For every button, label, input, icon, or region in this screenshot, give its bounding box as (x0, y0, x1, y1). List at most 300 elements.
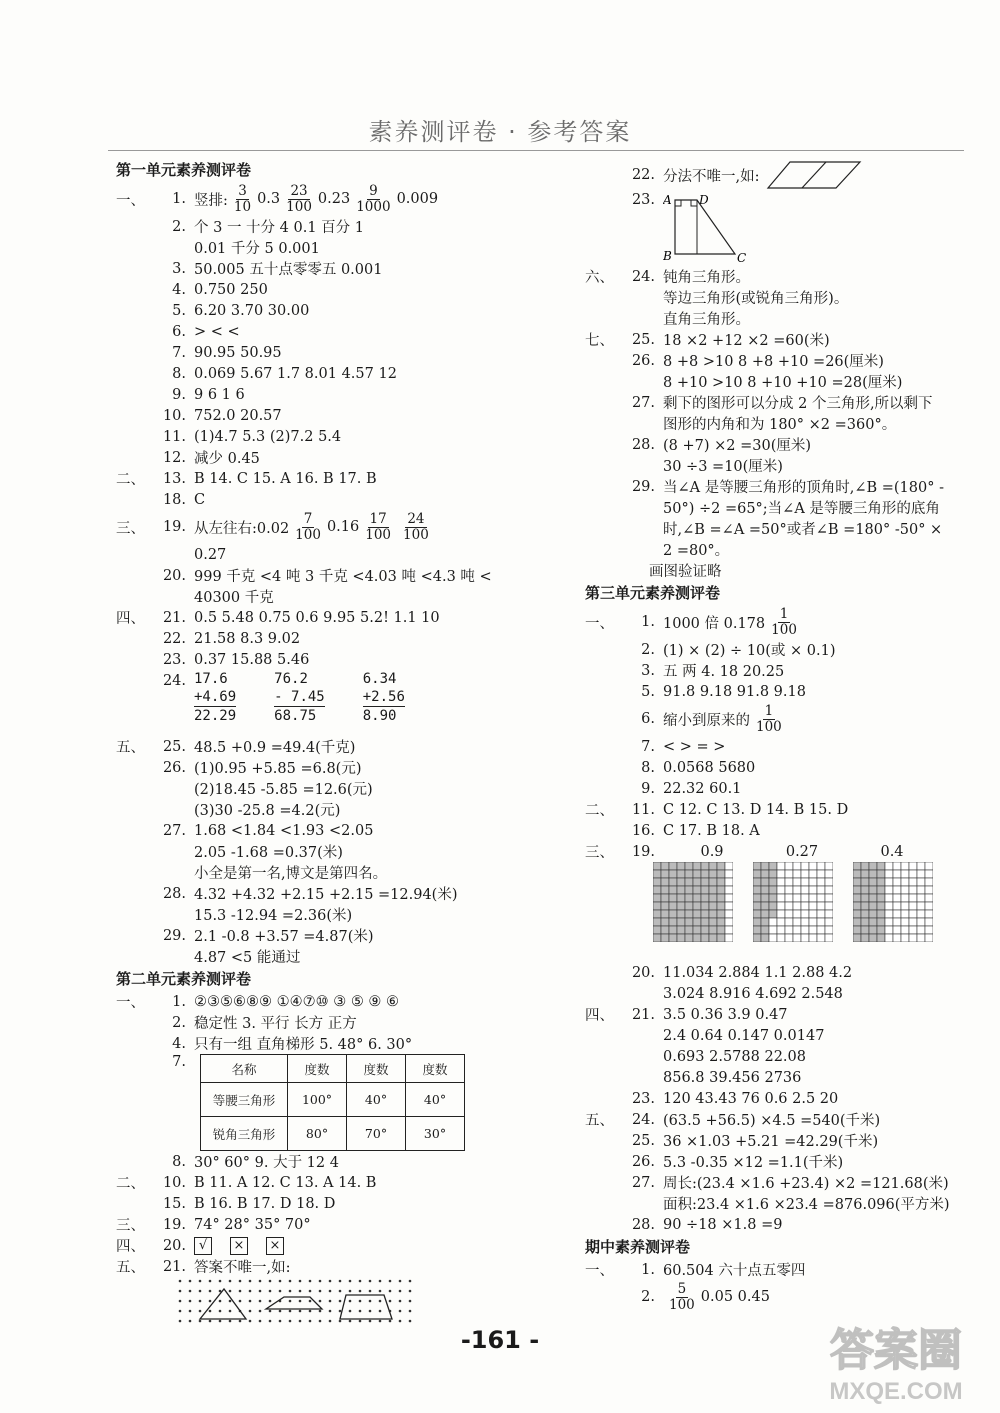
grid-cell (817, 926, 825, 934)
grid-cell-shaded (753, 934, 761, 942)
grid-cell (725, 902, 733, 910)
grid-cell-shaded (709, 902, 717, 910)
grid-dot (189, 1300, 192, 1303)
answer-row: 四、 21. 0.5 5.48 0.75 0.6 9.95 5.2! 1.1 10 (116, 609, 440, 627)
grid-cell (785, 862, 793, 870)
grid-cell (917, 870, 925, 878)
answer-row: 6. 缩小到原来的 $\frac{1}{100}$ (641, 702, 782, 735)
grid-dot (189, 1290, 192, 1293)
grid-cell-shaded (669, 870, 677, 878)
grid-cell-shaded (693, 894, 701, 902)
grid-dot (199, 1310, 202, 1313)
grid-cell (925, 934, 933, 942)
grid-cell-shaded (861, 902, 869, 910)
answer-row: 等边三角形(或锐角三角形)。 (663, 291, 849, 307)
grid-dot (329, 1290, 332, 1293)
grid-dot (399, 1310, 402, 1313)
grid-cell (901, 910, 909, 918)
grid-cell (893, 910, 901, 918)
grid-dot (379, 1300, 382, 1303)
grid-cell-shaded (677, 918, 685, 926)
grid-cell-shaded (717, 886, 725, 894)
grid-cell-shaded (661, 862, 669, 870)
grid-dot (209, 1320, 212, 1323)
grid-cell-shaded (677, 926, 685, 934)
answer-row: 27. 剩下的图形可以分成 2 个三角形,所以剩下 (631, 394, 933, 412)
grid-cell (909, 926, 917, 934)
grid-cell-shaded (877, 910, 885, 918)
grid-cell (925, 910, 933, 918)
answer-row: 20. 11.034 2.884 1.1 2.88 4.2 (631, 964, 853, 981)
grid-cell (893, 934, 901, 942)
answer-row: 2 =80°。 (663, 543, 730, 559)
grid-cell (893, 862, 901, 870)
grid-cell-shaded (669, 926, 677, 934)
grid-dot (389, 1300, 392, 1303)
grid-cell-shaded (769, 902, 777, 910)
grid-cell (885, 894, 893, 902)
grid-cell-shaded (717, 870, 725, 878)
grid-cell-shaded (853, 934, 861, 942)
answer-row: 28. 4.32 +4.32 +2.15 +2.15 =12.94(米) (162, 885, 458, 903)
answer-row: 七、 25. 18 ×2 +12 ×2 =60(米) (585, 331, 830, 349)
grid-cell-shaded (761, 886, 769, 894)
grid-cell-shaded (677, 886, 685, 894)
grid-cell-shaded (653, 902, 661, 910)
grid-cell (785, 918, 793, 926)
grid-dot (249, 1310, 252, 1313)
grid-cell-shaded (677, 878, 685, 886)
grid-cell-shaded (869, 918, 877, 926)
grid-cell (917, 894, 925, 902)
grid-dot (249, 1320, 252, 1323)
grid-cell (925, 926, 933, 934)
grid-cell (785, 910, 793, 918)
grid-cell-shaded (693, 910, 701, 918)
grid-cell-shaded (669, 878, 677, 886)
fraction: $\frac{5}{100}$ (669, 1280, 695, 1313)
grid-cell (901, 878, 909, 886)
grid-cell (801, 918, 809, 926)
grid-dot (379, 1320, 382, 1323)
grid-dot (179, 1320, 182, 1323)
grid-cell (925, 918, 933, 926)
grid-cell-shaded (701, 926, 709, 934)
grid-dot (339, 1320, 342, 1323)
grid-dot (299, 1290, 302, 1293)
answer-row: 5. 91.8 9.18 91.8 9.18 (641, 683, 806, 700)
grid-cell (801, 902, 809, 910)
grid-cell-shaded (661, 894, 669, 902)
grid-cell (777, 862, 785, 870)
unit2-title: 第二单元素养测评卷 (116, 970, 252, 988)
grid-cell (777, 902, 785, 910)
grid-cell-shaded (653, 886, 661, 894)
fraction: $\frac{24}{100}$ (403, 510, 429, 543)
grid-dot (209, 1280, 212, 1283)
grid-cell-shaded (753, 878, 761, 886)
grid-cell-shaded (693, 878, 701, 886)
grid-dot (329, 1310, 332, 1313)
grid-cell-shaded (685, 910, 693, 918)
grid-cell (817, 870, 825, 878)
grid-cell-shaded (693, 862, 701, 870)
grid-cell (909, 878, 917, 886)
grid-cell (909, 934, 917, 942)
grid-cell (901, 934, 909, 942)
grid-cell (809, 910, 817, 918)
grid-cell-shaded (677, 934, 685, 942)
grid-cell (777, 870, 785, 878)
grid-cell-shaded (753, 902, 761, 910)
grid-dot (319, 1300, 322, 1303)
grid-dot (289, 1310, 292, 1313)
dot-grid-shapes (174, 1277, 414, 1331)
grid-cell-shaded (653, 918, 661, 926)
title-rule (108, 150, 964, 151)
grid-cell-shaded (685, 934, 693, 942)
grid-cell (885, 878, 893, 886)
grid-cell-shaded (761, 926, 769, 934)
hundred-grid (753, 862, 833, 942)
grid-dot (219, 1320, 222, 1323)
grid-cell-shaded (861, 862, 869, 870)
grid-cell-shaded (677, 910, 685, 918)
answer-row: 四、 21. 3.5 0.36 3.9 0.47 (585, 1006, 788, 1024)
grid-cell (777, 910, 785, 918)
answer-row: 23. A D B C (585, 192, 970, 266)
grid-cell-shaded (869, 886, 877, 894)
vertical-calc: 6.34 +2.56 8.90 (362, 671, 405, 724)
grid-cell (793, 870, 801, 878)
grid-cell-shaded (693, 886, 701, 894)
grid-dot (279, 1320, 282, 1323)
grid-cell (817, 934, 825, 942)
grid-dot (229, 1280, 232, 1283)
answer-row: 8. 30° 60° 9. 大于 12 4 (172, 1153, 339, 1171)
grid-cell-shaded (685, 902, 693, 910)
grid-cell (725, 886, 733, 894)
answer-row: 10. 752.0 20.57 (162, 407, 282, 424)
answer-row: 11. (1)4.7 5.3 (2)7.2 5.4 (162, 428, 342, 445)
grid-cell (801, 870, 809, 878)
grid-cell-shaded (861, 934, 869, 942)
grid-cell (793, 886, 801, 894)
grid-cell (793, 926, 801, 934)
grid-cell-shaded (769, 886, 777, 894)
grid-dot (379, 1280, 382, 1283)
grid-cell-shaded (877, 870, 885, 878)
grid-dot (229, 1310, 232, 1313)
grid-dot (279, 1290, 282, 1293)
grid-dot (389, 1280, 392, 1283)
answer-row: 2. 稳定性 3. 平行 长方 正方 (172, 1014, 357, 1032)
grid-cell-shaded (861, 886, 869, 894)
angle-table: 名称 度数 度数 度数 等腰三角形 100° 40° 40° 锐角三角形 80° 70° 30° (200, 1054, 465, 1151)
grid-cell-shaded (761, 870, 769, 878)
svg-text:答案圈: 答案圈 (830, 1325, 962, 1376)
answer-row: 二、 13. B 14. C 15. A 16. B 17. B (116, 470, 377, 488)
grid-cell-shaded (753, 926, 761, 934)
answer-row: 4.87 <5 能通过 (194, 950, 301, 966)
grid-cell-shaded (753, 862, 761, 870)
grid-cell-shaded (653, 926, 661, 934)
midterm-title: 期中素养测评卷 (585, 1238, 691, 1256)
answer-row: 二、 11. C 12. C 13. D 14. B 15. D (585, 801, 849, 819)
answer-row: 五、 24. (63.5 +56.5) ×4.5 =540(千米) (585, 1111, 881, 1129)
right-column (585, 158, 970, 1314)
grid-cell-shaded (753, 894, 761, 902)
grid-dot (179, 1300, 182, 1303)
grid-cell-shaded (701, 862, 709, 870)
answer-row: 2.05 -1.68 =0.37(米) (194, 845, 343, 861)
grid-cell-shaded (685, 894, 693, 902)
grid-cell-shaded (869, 878, 877, 886)
grid-cell-shaded (861, 870, 869, 878)
grid-cell (925, 886, 933, 894)
grid-cell-shaded (853, 910, 861, 918)
grid-cell-shaded (685, 926, 693, 934)
grid-cell-shaded (685, 918, 693, 926)
grid-dot (389, 1290, 392, 1293)
grid-cell (793, 862, 801, 870)
grid-dot (259, 1310, 262, 1313)
grid-cell (917, 918, 925, 926)
grid-cell-shaded (661, 910, 669, 918)
grid-cell (825, 934, 833, 942)
grid-cell-shaded (661, 934, 669, 942)
answer-row: 图形的内角和为 180° ×2 =360°。 (663, 417, 897, 433)
grid-cell (777, 926, 785, 934)
grid-dot (369, 1310, 372, 1313)
grid-dot (269, 1320, 272, 1323)
grid-dot (279, 1280, 282, 1283)
answer-row: 7. < > = > (641, 738, 726, 755)
grid-cell (785, 902, 793, 910)
grid-cell-shaded (861, 918, 869, 926)
grid-dot (379, 1310, 382, 1313)
answer-row: 27. 1.68 <1.84 <1.93 <2.05 (162, 822, 374, 839)
grid-cell-shaded (717, 926, 725, 934)
svg-text:D: D (699, 193, 709, 207)
answer-row: 27. 周长:(23.4 ×1.6 +23.4) ×2 =121.68(米) (631, 1174, 949, 1192)
grid-cell (909, 918, 917, 926)
grid-cell-shaded (693, 870, 701, 878)
grid-dot (239, 1300, 242, 1303)
grid-cell (809, 918, 817, 926)
grid-cell (777, 894, 785, 902)
grid-dot (339, 1300, 342, 1303)
answer-row: 面积:23.4 ×1.6 ×23.4 =876.096(平方米) (663, 1197, 950, 1213)
grid-cell (809, 862, 817, 870)
grid-cell (917, 910, 925, 918)
grid-cell-shaded (677, 862, 685, 870)
grid-cell (885, 926, 893, 934)
grid-cell-shaded (709, 878, 717, 886)
grid-cell (909, 870, 917, 878)
grid-dot (269, 1310, 272, 1313)
answer-row: 五、 25. 48.5 +0.9 =49.4(千克) (116, 738, 356, 756)
answer-row: 6. > < < (172, 323, 240, 340)
grid-dot (269, 1280, 272, 1283)
grid-dot (399, 1300, 402, 1303)
grid-cell (809, 926, 817, 934)
grid-cell-shaded (653, 894, 661, 902)
grid-cell-shaded (717, 862, 725, 870)
answer-row: 一、 1. ②③⑤⑥⑧⑨ ①④⑦⑩ ③ ⑤ ⑨ ⑥ (116, 993, 400, 1011)
svg-text:MXQE.COM: MXQE.COM (829, 1378, 963, 1405)
grid-cell-shaded (693, 918, 701, 926)
grid-dot (309, 1300, 312, 1303)
answer-row: 3.024 8.916 4.692 2.548 (663, 985, 843, 1002)
grid-cell-shaded (685, 878, 693, 886)
grid-cell (917, 934, 925, 942)
answer-row: 0.01 千分 5 0.001 (194, 241, 320, 257)
grid-cell (809, 934, 817, 942)
answer-row: 50°) ÷2 =65°;当∠A 是等腰三角形的底角 (663, 501, 940, 517)
grid-dot (319, 1290, 322, 1293)
grid-dot (299, 1280, 302, 1283)
svg-text:B: B (663, 249, 672, 263)
grid-cell-shaded (653, 870, 661, 878)
answer-row: 9. 22.32 60.1 (641, 780, 742, 797)
grid-cell (893, 894, 901, 902)
answer-row: 25. 36 ×1.03 +5.21 =42.29(千米) (631, 1132, 879, 1150)
grid-cell-shaded (709, 918, 717, 926)
grid-cell-shaded (701, 870, 709, 878)
grid-cell (801, 934, 809, 942)
grid-cell (793, 910, 801, 918)
answer-row: 四、 20. √ × × (116, 1235, 576, 1256)
trapezoid-figure (663, 192, 763, 264)
grid-dot (179, 1310, 182, 1313)
page-title: 素养测评卷 · 参考答案 (368, 118, 632, 146)
answer-row: 三、 19. 从左往右:0.02 $\frac{7}{100}$ 0.16 $\frac{17}{100}$ $\frac{24}{100}$ (116, 510, 429, 543)
grid-dot (289, 1320, 292, 1323)
grid-cell (893, 926, 901, 934)
grid-cell (901, 918, 909, 926)
grid-cell (893, 886, 901, 894)
grid-cell (817, 878, 825, 886)
grid-cell-shaded (861, 926, 869, 934)
grid-dot (249, 1300, 252, 1303)
grid-cell (825, 870, 833, 878)
answer-row: 18. C (162, 491, 206, 508)
grid-cell-shaded (709, 926, 717, 934)
grid-dot (249, 1290, 252, 1293)
grid-dot (199, 1280, 202, 1283)
grid-dot (259, 1290, 262, 1293)
grid-dot (269, 1290, 272, 1293)
grid-cell-shaded (677, 902, 685, 910)
grid-cell (825, 878, 833, 886)
grid-dot (289, 1300, 292, 1303)
grid-dot (199, 1290, 202, 1293)
grid-cell-shaded (709, 870, 717, 878)
grid-cell-shaded (877, 894, 885, 902)
answer-row: 26. 5.3 -0.35 ×12 =1.1(千米) (631, 1153, 844, 1171)
answer-row: 29. 2.1 -0.8 +3.57 =4.87(米) (162, 927, 374, 945)
grid-cell-shaded (853, 894, 861, 902)
grid-cell-shaded (701, 894, 709, 902)
grid-dot (179, 1280, 182, 1283)
grid-cell (917, 902, 925, 910)
grid-dot (229, 1290, 232, 1293)
grid-dot (299, 1320, 302, 1323)
answer-row: 26. 8 +8 >10 8 +8 +10 =26(厘米) (631, 352, 884, 370)
answer-row: 15. B 16. B 17. D 18. D (162, 1195, 336, 1212)
svg-text:A: A (663, 193, 672, 207)
grid-dot (399, 1280, 402, 1283)
grid-cell-shaded (709, 894, 717, 902)
answer-row: 30 ÷3 =10(厘米) (663, 459, 783, 475)
grid-dot (229, 1300, 232, 1303)
grid-cell-shaded (769, 862, 777, 870)
answer-row: 24. (162, 672, 186, 689)
answer-row: (3)30 -25.8 =4.2(元) (194, 803, 341, 819)
grid-cell (725, 934, 733, 942)
answer-row: 8. 0.0568 5680 (641, 759, 756, 776)
grid-cell (909, 910, 917, 918)
answer-row: 22. 21.58 8.3 9.02 (162, 630, 301, 647)
grid-dot (409, 1320, 412, 1323)
grid-dot (259, 1320, 262, 1323)
parallelogram-figure (766, 160, 862, 190)
grid-dot (239, 1290, 242, 1293)
grid-cell-shaded (761, 878, 769, 886)
grid-dot (209, 1310, 212, 1313)
grid-cell (801, 910, 809, 918)
grid-cell-shaded (661, 926, 669, 934)
hundred-grid (653, 862, 733, 942)
grid-dot (219, 1280, 222, 1283)
grid-dot (329, 1300, 332, 1303)
grid-cell-shaded (701, 886, 709, 894)
grid-cell (893, 878, 901, 886)
grid-cell (817, 902, 825, 910)
grid-dot (309, 1310, 312, 1313)
grid-dot (369, 1300, 372, 1303)
grid-cell (909, 894, 917, 902)
grid-cell-shaded (661, 878, 669, 886)
grid-cell (825, 886, 833, 894)
grid-dot (369, 1290, 372, 1293)
grid-dot (379, 1290, 382, 1293)
grid-cell-shaded (661, 902, 669, 910)
grid-dot (349, 1280, 352, 1283)
decimal-grids (653, 862, 970, 962)
grid-dot (269, 1300, 272, 1303)
grid-dot (289, 1290, 292, 1293)
grid-dot (339, 1290, 342, 1293)
grid-cell-shaded (677, 894, 685, 902)
grid-cell (893, 870, 901, 878)
unit1-title: 第一单元素养测评卷 (116, 161, 252, 179)
svg-text:C: C (737, 251, 747, 264)
grid-cell-shaded (717, 934, 725, 942)
grid-cell (769, 934, 777, 942)
grid-cell-shaded (701, 910, 709, 918)
grid-cell-shaded (661, 870, 669, 878)
grid-cell (801, 862, 809, 870)
judge-box: √ (194, 1237, 212, 1255)
grid-dot (199, 1320, 202, 1323)
grid-dot (189, 1280, 192, 1283)
answer-row: 4. 0.750 250 (172, 281, 268, 298)
answer-row: 16. C 17. B 18. A (631, 822, 760, 839)
grid-cell (885, 918, 893, 926)
grid-cell-shaded (877, 902, 885, 910)
